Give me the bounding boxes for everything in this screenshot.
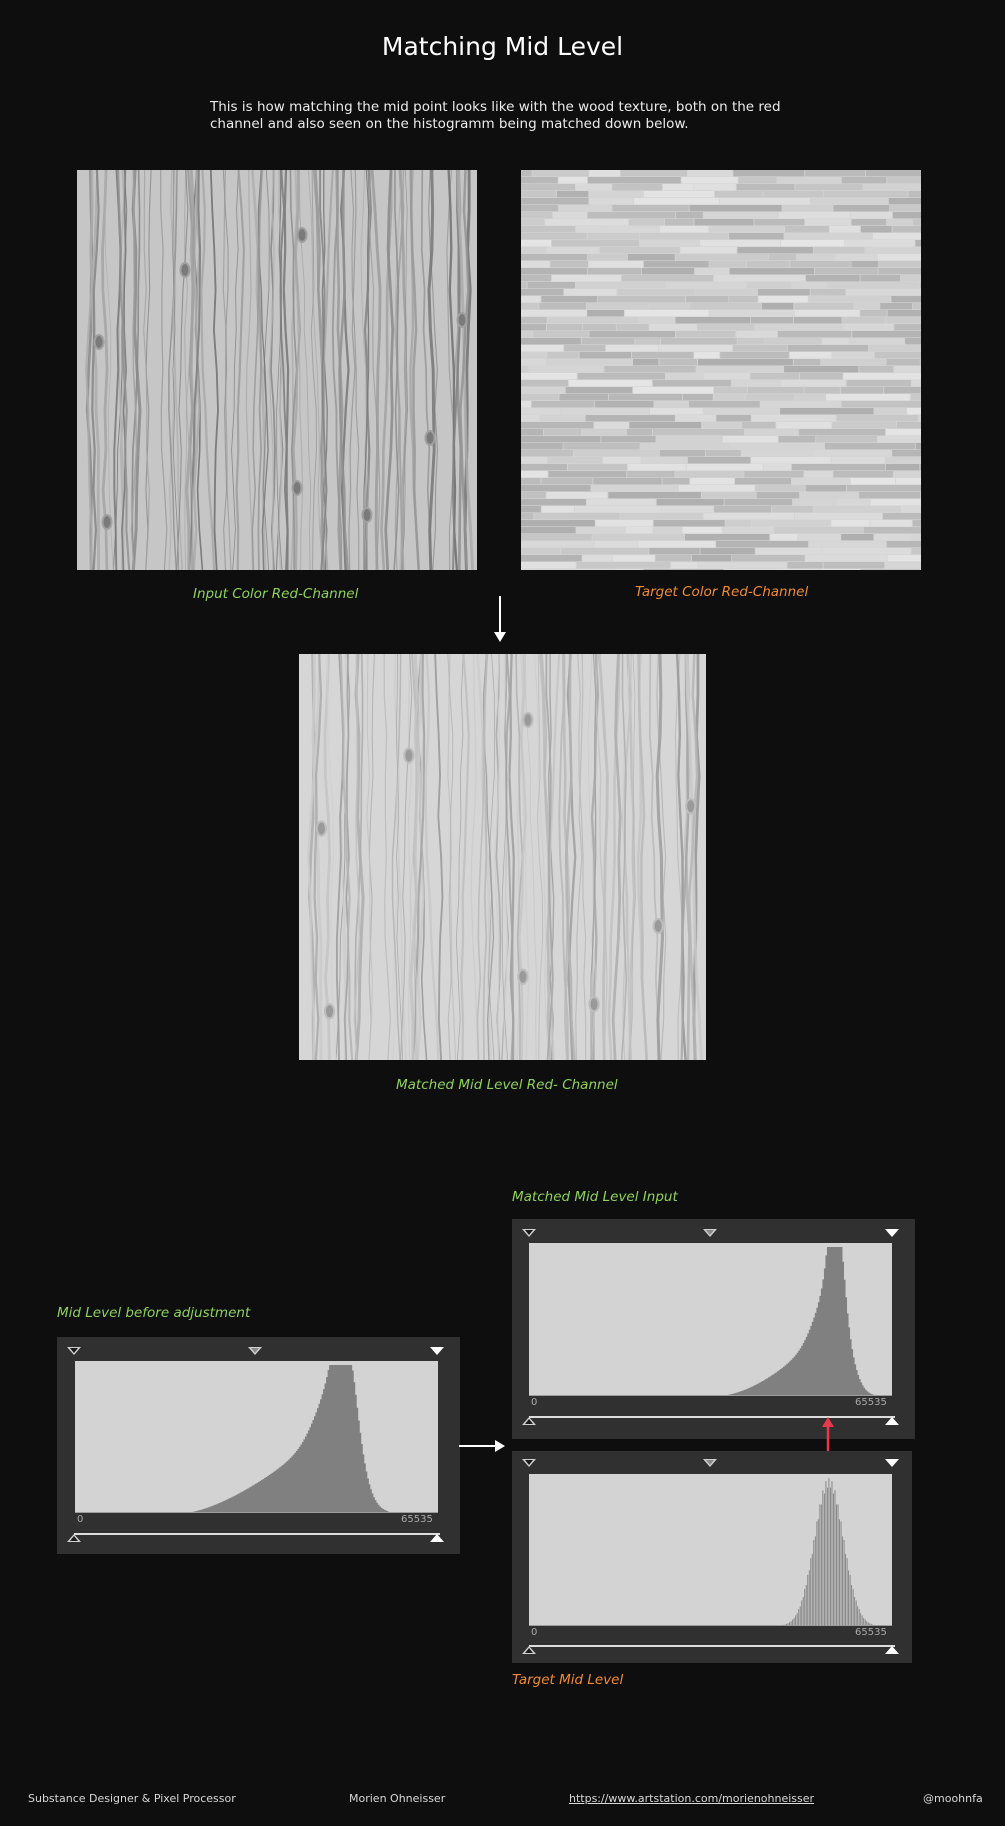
target-texture-image	[521, 170, 921, 570]
matched-histogram-label: Matched Mid Level Input	[512, 1189, 678, 1205]
down-arrow-icon	[490, 596, 510, 644]
matched-histogram-panel	[512, 1219, 915, 1439]
input-texture-image	[77, 170, 477, 570]
mid-point-marker-icon[interactable]	[703, 1459, 717, 1467]
mid-point-marker-icon[interactable]	[703, 1229, 717, 1237]
black-point-marker-icon[interactable]	[522, 1459, 536, 1467]
target-histogram-plot	[529, 1474, 892, 1626]
footer-portfolio-link[interactable]: https://www.artstation.com/morienohneisser	[569, 1792, 815, 1805]
histogram-max-tick: 65535	[401, 1514, 433, 1525]
black-point-marker-icon[interactable]	[67, 1347, 81, 1355]
right-arrow-icon	[459, 1439, 507, 1453]
output-black-handle-icon[interactable]	[522, 1646, 536, 1654]
intro-text: This is how matching the mid point looks like with the wood texture, both on the red channel and also seen on the histogramm being matched down below.	[210, 99, 781, 132]
footer-handle: @moohnfa	[923, 1792, 983, 1805]
before-histogram-plot	[75, 1361, 438, 1513]
histogram-min-tick: 0	[531, 1627, 538, 1638]
input-texture-label: Input Color Red-Channel	[193, 586, 359, 602]
histogram-max-tick: 65535	[855, 1397, 887, 1408]
target-texture-label: Target Color Red-Channel	[635, 584, 809, 600]
level-slider-track[interactable]	[74, 1533, 440, 1535]
matched-histogram-plot	[529, 1243, 892, 1396]
target-histogram-label: Target Mid Level	[512, 1672, 624, 1688]
page-title: Matching Mid Level	[381, 32, 624, 61]
target-histogram-panel	[512, 1451, 912, 1663]
footer-software: Substance Designer & Pixel Processor	[28, 1792, 236, 1805]
white-point-marker-icon[interactable]	[885, 1229, 899, 1237]
matched-texture-image	[299, 654, 706, 1060]
before-histogram-panel	[57, 1337, 460, 1554]
histogram-min-tick: 0	[531, 1397, 538, 1408]
output-white-handle-icon[interactable]	[430, 1534, 444, 1542]
black-point-marker-icon[interactable]	[522, 1229, 536, 1237]
white-point-marker-icon[interactable]	[885, 1459, 899, 1467]
white-point-marker-icon[interactable]	[430, 1347, 444, 1355]
level-slider-track[interactable]	[529, 1645, 895, 1647]
level-slider-track[interactable]	[529, 1416, 895, 1418]
output-black-handle-icon[interactable]	[67, 1534, 81, 1542]
output-white-handle-icon[interactable]	[885, 1417, 899, 1425]
histogram-min-tick: 0	[77, 1514, 84, 1525]
output-black-handle-icon[interactable]	[522, 1417, 536, 1425]
output-white-handle-icon[interactable]	[885, 1646, 899, 1654]
mid-point-marker-icon[interactable]	[248, 1347, 262, 1355]
before-histogram-label: Mid Level before adjustment	[57, 1305, 251, 1321]
histogram-max-tick: 65535	[855, 1627, 887, 1638]
matched-texture-label: Matched Mid Level Red- Channel	[396, 1077, 618, 1093]
footer-author: Morien Ohneisser	[349, 1792, 446, 1805]
